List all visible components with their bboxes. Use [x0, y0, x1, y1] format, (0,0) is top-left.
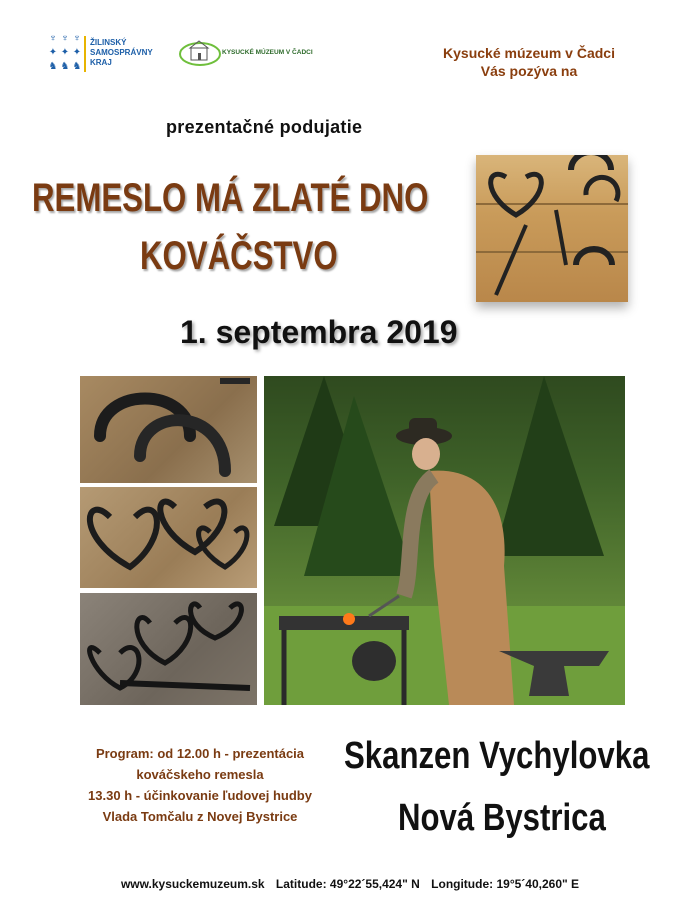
region-logo-text	[90, 38, 160, 68]
venue-name: Skanzen Vychylovka	[344, 735, 650, 777]
ironwork-photo	[476, 155, 628, 302]
program-line1: Program: od 12.00 h - prezentácia	[95, 746, 305, 761]
program-line2: kováčskeho remesla	[136, 767, 264, 782]
museum-logo	[178, 38, 318, 68]
hearts-photo	[80, 487, 257, 588]
region-logo	[48, 34, 158, 78]
region-logo-line1: ŽILINSKÝ	[90, 38, 127, 47]
longitude: Longitude: 19°5´40,260" E	[431, 877, 580, 891]
invitation	[404, 44, 654, 80]
program-line4: Vlada Tomčalu z Novej Bystrice	[102, 809, 298, 824]
event-title-craft: KOVÁČSTVO	[140, 234, 338, 278]
program-line3: 13.30 h - účinkovanie ľudovej hudby	[88, 788, 312, 803]
blacksmith-photo	[264, 376, 625, 705]
footer	[0, 877, 700, 891]
venue-town: Nová Bystrica	[398, 797, 606, 839]
region-logo-line3: KRAJ	[90, 58, 112, 67]
event-subtitle: prezentačné podujatie	[166, 117, 363, 137]
invite-line1: Kysucké múzeum v Čadci	[443, 45, 615, 61]
invite-line2: Vás pozýva na	[480, 63, 578, 79]
logo-divider	[84, 36, 86, 72]
website-link[interactable]: www.kysuckemuzeum.sk	[120, 877, 265, 891]
latitude: Latitude: 49°22´55,424" N	[275, 877, 420, 891]
museum-logo-text: KYSUCKÉ MÚZEUM V ČADCI	[222, 49, 313, 56]
museum-building-icon	[178, 38, 222, 68]
event-title: REMESLO MÁ ZLATÉ DNO	[32, 176, 429, 220]
region-logo-line2: SAMOSPRÁVNY	[90, 48, 153, 57]
event-date: 1. septembra 2019	[180, 314, 458, 350]
zsk-coat-of-arms-icon: ♆ ♆ ♆ ✦ ✦ ✦ ♞ ♞ ♞	[48, 33, 82, 72]
horseshoe-photo	[80, 376, 257, 483]
program-info	[62, 743, 338, 827]
ironwork-table-photo	[80, 593, 257, 705]
